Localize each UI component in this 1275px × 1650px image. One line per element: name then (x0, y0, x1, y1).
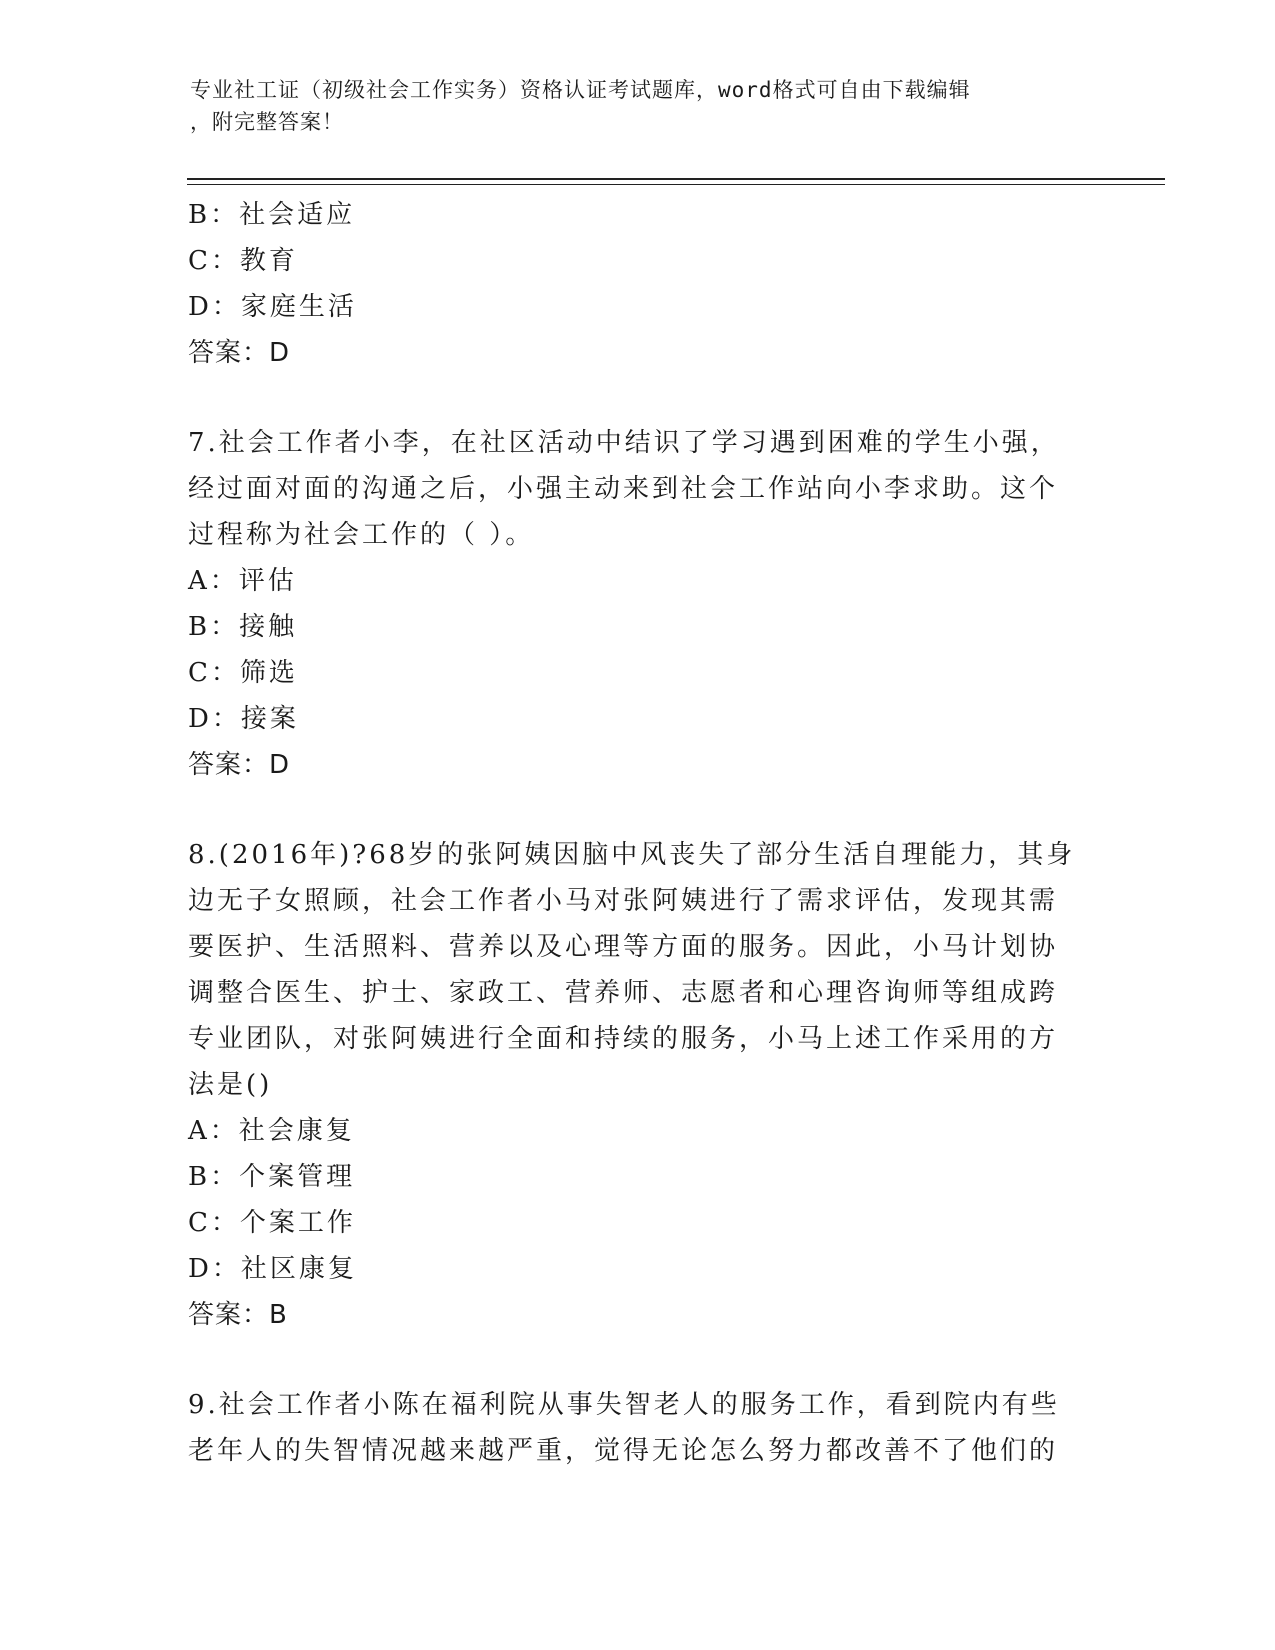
question-text (188, 420, 1068, 558)
question-line: 专业团队，对张阿姨进行全面和持续的服务，小马上述工作采用的方 (188, 1024, 1059, 1054)
header-line-1: 专业社工证（初级社会工作实务）资格认证考试题库，word格式可自由下载编辑 (190, 78, 971, 102)
question-9 (188, 1382, 1068, 1474)
question-6-tail (188, 192, 1068, 376)
option-c: C：个案工作 (188, 1208, 356, 1238)
question-7 (188, 420, 1068, 788)
question-line: 9.社会工作者小陈在福利院从事失智老人的服务工作，看到院内有些 (188, 1390, 1060, 1420)
question-text (188, 832, 1076, 1108)
question-line: 7.社会工作者小李，在社区活动中结识了学习遇到困难的学生小强， (188, 428, 1060, 458)
header-line-2: ，附完整答案！ (190, 110, 344, 134)
header-divider-thick (187, 178, 1165, 180)
option-b: B：接触 (188, 612, 298, 642)
option-a: A：社会康复 (188, 1116, 355, 1146)
option-c: C：筛选 (188, 658, 298, 688)
question-line: 8.(2016年)?68岁的张阿姨因脑中风丧失了部分生活自理能力，其身 (188, 840, 1076, 870)
option-b: B：个案管理 (188, 1162, 356, 1192)
question-8 (188, 832, 1076, 1338)
answer: 答案：D (188, 338, 291, 368)
option-c: C：教育 (188, 246, 298, 276)
answer: 答案：D (188, 750, 291, 780)
question-line: 经过面对面的沟通之后，小强主动来到社会工作站向小李求助。这个 (188, 474, 1059, 504)
answer: 答案：B (188, 1300, 288, 1330)
question-list (188, 192, 1076, 1474)
question-line: 老年人的失智情况越来越严重，觉得无论怎么努力都改善不了他们的 (188, 1436, 1059, 1466)
question-line: 法是() (188, 1070, 273, 1100)
option-d: D：社区康复 (188, 1254, 357, 1284)
header-divider-thin (187, 184, 1165, 185)
question-line: 调整合医生、护士、家政工、营养师、志愿者和心理咨询师等组成跨 (188, 978, 1059, 1008)
option-b: B：社会适应 (188, 200, 356, 230)
question-line: 边无子女照顾，社会工作者小马对张阿姨进行了需求评估，发现其需 (188, 886, 1059, 916)
question-line: 过程称为社会工作的（ ）。 (188, 520, 535, 550)
option-d: D：接案 (188, 704, 299, 734)
question-text (188, 1382, 1068, 1474)
question-line: 要医护、生活照料、营养以及心理等方面的服务。因此，小马计划协 (188, 932, 1059, 962)
option-d: D：家庭生活 (188, 292, 357, 322)
document-header (190, 74, 1070, 138)
option-a: A：评估 (188, 566, 297, 596)
